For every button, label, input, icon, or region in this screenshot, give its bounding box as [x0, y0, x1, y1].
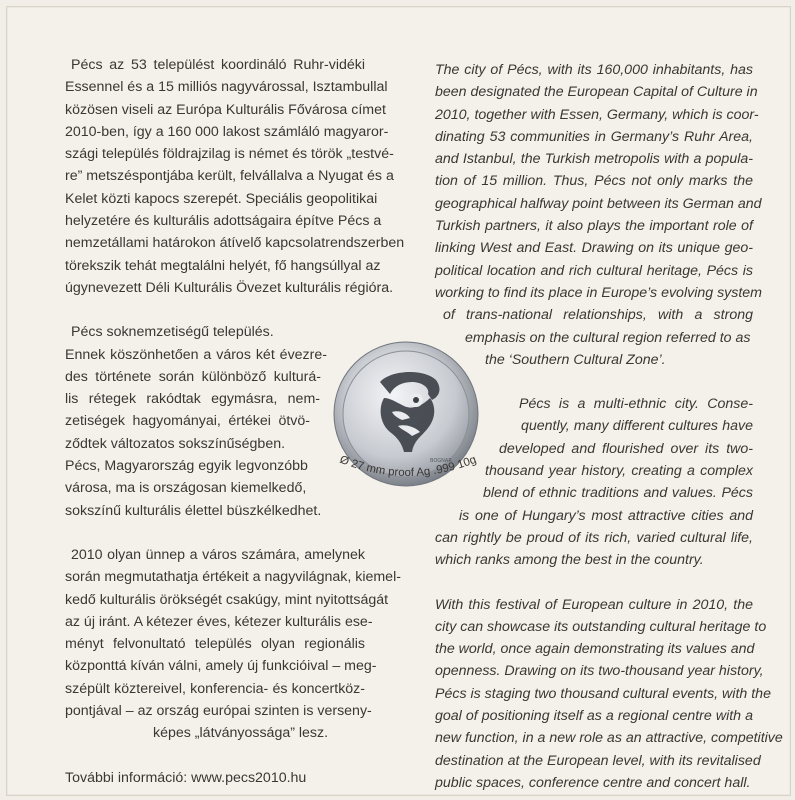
text-line: nemzetállami határokon átívelő kapcsolatrendszerben [65, 235, 405, 252]
text-line: ződtek változatos sokszínűségben. [65, 435, 286, 452]
text-line: az új iránt. A kétezer éves, kétezer kulturális ese- [65, 613, 373, 630]
hungarian-text-column [65, 54, 405, 789]
coin-specification-caption [313, 447, 503, 507]
text-line: képes „látványossága” lesz. [153, 725, 329, 742]
text-line: pontjával – az ország európai szinten is verseny- [65, 703, 372, 720]
text-line: tion of 15 million. Thus, Pécs not only marks the [435, 173, 753, 190]
text-line: törekszik tehát megtalálni helyét, fő hangsúllyal az [65, 257, 381, 274]
text-line: szági település földrajzilag is német és török „testvé- [65, 146, 394, 163]
text-line: helyzetére és kulturális adottságaira építve Pécs a [65, 213, 382, 230]
text-line: goal of positioning itself as a regional centre with a [435, 708, 753, 725]
text-line: 2010, together with Essen, Germany, which is coor- [435, 106, 759, 123]
text-line: political location and rich cultural heritage, Pécs is [435, 262, 753, 279]
more-info-link-text: További információ: www.pecs2010.hu [65, 769, 307, 786]
text-line: new function, in a new role as an attractive, competitive [435, 730, 783, 747]
text-line: úgynevezett Déli Kulturális Övezet kulturális régióra. [65, 279, 394, 296]
text-line: Pécs, Magyarország egyik legvonzóbb [65, 458, 308, 475]
coin-spec-text: Ø 27 mm proof Ag .999 10g [337, 453, 479, 480]
text-line: openness. Drawing on its two-thousand year history, [435, 663, 764, 680]
text-line: of trans-national relationships, with a strong [443, 307, 753, 324]
text-line: emphasis on the cultural region referred to as [465, 329, 751, 346]
text-line: Turkish partners, it also plays the important role of [435, 218, 753, 235]
text-line: quently, many different cultures have [521, 418, 753, 435]
text-line: re” metszéspontjába került, felvállalva a Nyugat és a [65, 168, 394, 185]
text-line: city can showcase its outstanding cultural heritage to [435, 618, 767, 635]
text-line: városa, ma is országosan kiemelkedő, [65, 480, 307, 497]
text-line: Pécs is staging two thousand cultural events, with the [435, 685, 771, 702]
hungarian-paragraph-3 [65, 544, 401, 745]
text-line: linking West and East. Drawing on its unique geo- [435, 240, 753, 257]
text-line: során megmutathatja értékeit a nagyvilágnak, kiemel- [65, 569, 401, 586]
text-line: been designated the European Capital of Culture in [435, 84, 758, 101]
text-line: blend of ethnic traditions and values. Pécs [483, 485, 753, 502]
text-line: and Istanbul, the Turkish metropolis with a popula- [435, 151, 753, 168]
text-line: ményt felvonultató település olyan regionális [65, 636, 365, 653]
text-line: geographical halfway point between its German and [435, 195, 762, 212]
text-line: Essennel és a 15 milliós nagyvárossal, Isztambullal [65, 79, 388, 96]
text-line: With this festival of European culture in 2010, the [435, 596, 753, 613]
text-line: the ‘Southern Cultural Zone’. [485, 351, 666, 368]
svg-text:Ø 27 mm proof Ag .999 10g [338, 454, 478, 479]
text-line: destination at the European level, with its revitalised [435, 752, 761, 769]
text-line: közösen viseli az Európa Kulturális Fővárosa címet [65, 101, 386, 118]
text-line: public spaces, conference centre and concert hall. [435, 774, 751, 791]
text-line: lis rétegek rakódtak egymásra, nem- [65, 391, 320, 408]
engraver-signature: BOGNAR [430, 458, 452, 464]
text-line: des története során különböző kulturá- [65, 368, 321, 385]
text-line: kedő kulturális örökségét csakúgy, mint nyitottságát [65, 591, 389, 608]
text-line: 2010-ben, így a 160 000 lakost számláló magyaror- [65, 123, 389, 140]
text-line: can rightly be proud of its rich, varied cultural life, [435, 529, 753, 546]
text-line: Kelet közti kapocs szerepét. Speciális geopolitikai [65, 190, 378, 207]
text-line: zetiségek hagyományai, értékei ötvö- [65, 413, 310, 430]
hungarian-paragraph-1 [65, 54, 405, 299]
text-line: thousand year history, creating a complex [485, 463, 753, 480]
text-line: the world, once again demonstrating its values and [435, 641, 755, 658]
english-text-column [435, 59, 783, 794]
folder-page [6, 6, 791, 796]
text-line: Pécs az 53 települést koordináló Ruhr-vidéki [71, 57, 365, 73]
text-line: központtá kíván válni, amely új funkcióival – meg- [65, 658, 377, 675]
text-line: dinating 53 communities in Germany’s Ruhr Area, [435, 128, 753, 145]
text-line: developed and flourished over its two- [499, 440, 753, 457]
text-line: Pécs is a multi-ethnic city. Conse- [519, 396, 753, 413]
text-line: Pécs soknemzetiségű település. [71, 324, 274, 341]
text-line: Ennek köszönhetően a város két évezre- [65, 346, 327, 363]
text-line: is one of Hungary’s most attractive cities and [459, 507, 753, 524]
english-paragraph-1 [435, 59, 762, 371]
text-line: working to find its place in Europe’s evolving system [435, 284, 762, 301]
text-line: sokszínű kulturális élettel büszkélkedhet. [65, 502, 322, 519]
text-line: which ranks among the best in the country. [435, 552, 704, 569]
text-line: szépült köztereivel, konferencia- és koncertköz- [65, 680, 365, 697]
english-paragraph-3 [435, 594, 783, 795]
text-line: The city of Pécs, with its 160,000 inhabitants, has [435, 62, 753, 78]
text-line: 2010 olyan ünnep a város számára, amelynek [71, 546, 365, 563]
